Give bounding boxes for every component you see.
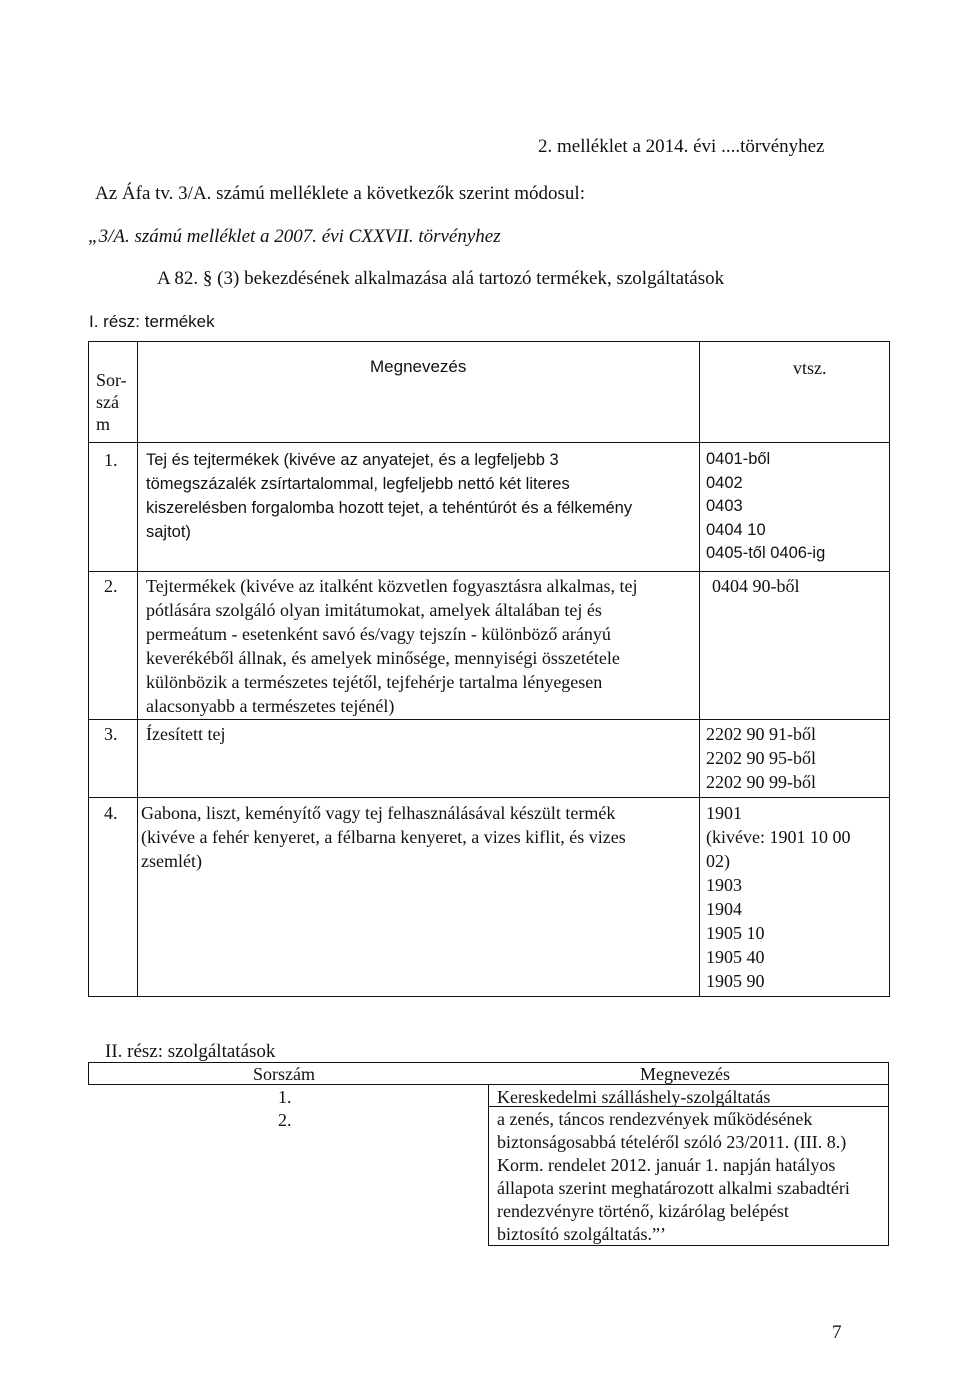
row-number: 2.	[278, 1110, 292, 1130]
table1-row-divider-1	[88, 571, 890, 572]
table2-left-border	[88, 1062, 89, 1084]
table1-col-divider-2	[699, 341, 700, 997]
table2-header-name: Megnevezés	[640, 1064, 730, 1084]
row-name: a zenés, táncos rendezvények működésének biztonságosabbá tételéről szóló 23/2011. (III. 8.) Korm. rendelet 2012. január 1. napján hatályos állapota szerint meghatározott alkalmi szabadtéri rendezvényre történő, kizárólag belépést biztosító szolgáltatás.”’	[497, 1109, 850, 1244]
annex-title: 2. melléklet a 2014. évi ....törvényhez	[538, 136, 825, 157]
table1-top-border	[88, 341, 890, 342]
part2-title: II. rész: szolgáltatások	[105, 1041, 276, 1062]
part1-title: I. rész: termékek	[89, 312, 215, 331]
page-number: 7	[832, 1322, 842, 1343]
table1-row-divider-2	[88, 719, 890, 720]
intro-text: Az Áfa tv. 3/A. számú melléklete a következők szerint módosul:	[95, 183, 585, 204]
row-name: Tejtermékek (kivéve az italként közvetlen fogyasztásra alkalmas, tej pótlására szolgáló olyan imitátumokat, amelyek általában tej és permeátum - esetenként savó és/vagy tejszín - különböző arányú keverékéből állnak, és amelyek minősége, mennyiségi összetétele különbözik a természetes tejétől, tejfehérje tartalma lényegesen alacsonyabb a természetes tejénél)	[146, 576, 638, 716]
table1-right-border	[889, 341, 890, 997]
section-title: A 82. § (3) bekezdésének alkalmazása alá tartozó termékek, szolgáltatások	[157, 268, 725, 289]
row-codes: 0401-ből 0402 0403 0404 10 0405-től 0406-ig	[706, 450, 826, 562]
table2-right-border	[888, 1062, 889, 1246]
table2-header-number: Sorszám	[253, 1064, 315, 1084]
table1-row-divider-3	[88, 797, 890, 798]
row-codes: 0404 90-ből	[712, 576, 800, 596]
table1-header-code: vtsz.	[793, 358, 827, 378]
row-number: 1.	[104, 450, 118, 470]
row-codes: 2202 90 91-ből 2202 90 95-ből 2202 90 99-ből	[706, 724, 816, 792]
table1-header-name: Megnevezés	[370, 357, 467, 376]
row-name: Tej és tejtermékek (kivéve az anyatejet, és a legfeljebb 3 tömegszázalék zsírtartalommal, legfeljebb nettó két literes kiszerelésben forgalomba hozott tejet, a tehéntúrót és a félkemény sajtot)	[146, 451, 633, 541]
row-number: 4.	[104, 803, 118, 823]
table1-col-divider-1	[137, 341, 138, 997]
quote-title: „3/A. számú melléklet a 2007. évi CXXVII. törvényhez	[88, 226, 501, 247]
row-name: Gabona, liszt, keményítő vagy tej felhasználásával készült termék (kivéve a fehér kenyeret, a félbarna kenyeret, a vizes kiflit, és vizes zsemlét)	[141, 803, 626, 871]
row-number: 2.	[104, 576, 118, 596]
row-number: 3.	[104, 724, 118, 744]
row-codes: 1901 (kivéve: 1901 10 00 02) 1903 1904 1905 10 1905 40 1905 90	[706, 803, 851, 991]
row-number: 1.	[278, 1087, 292, 1107]
table1-bottom-border	[88, 996, 890, 997]
table1-left-border	[88, 341, 89, 997]
table1-header-divider	[88, 442, 890, 443]
row-name: Ízesített tej	[146, 724, 226, 744]
table1-header-number: Sor- szá m	[96, 370, 127, 434]
table2-top-border	[88, 1062, 889, 1063]
row-name: Kereskedelmi szálláshely-szolgáltatás	[497, 1087, 771, 1107]
table2-col-divider	[488, 1084, 489, 1246]
